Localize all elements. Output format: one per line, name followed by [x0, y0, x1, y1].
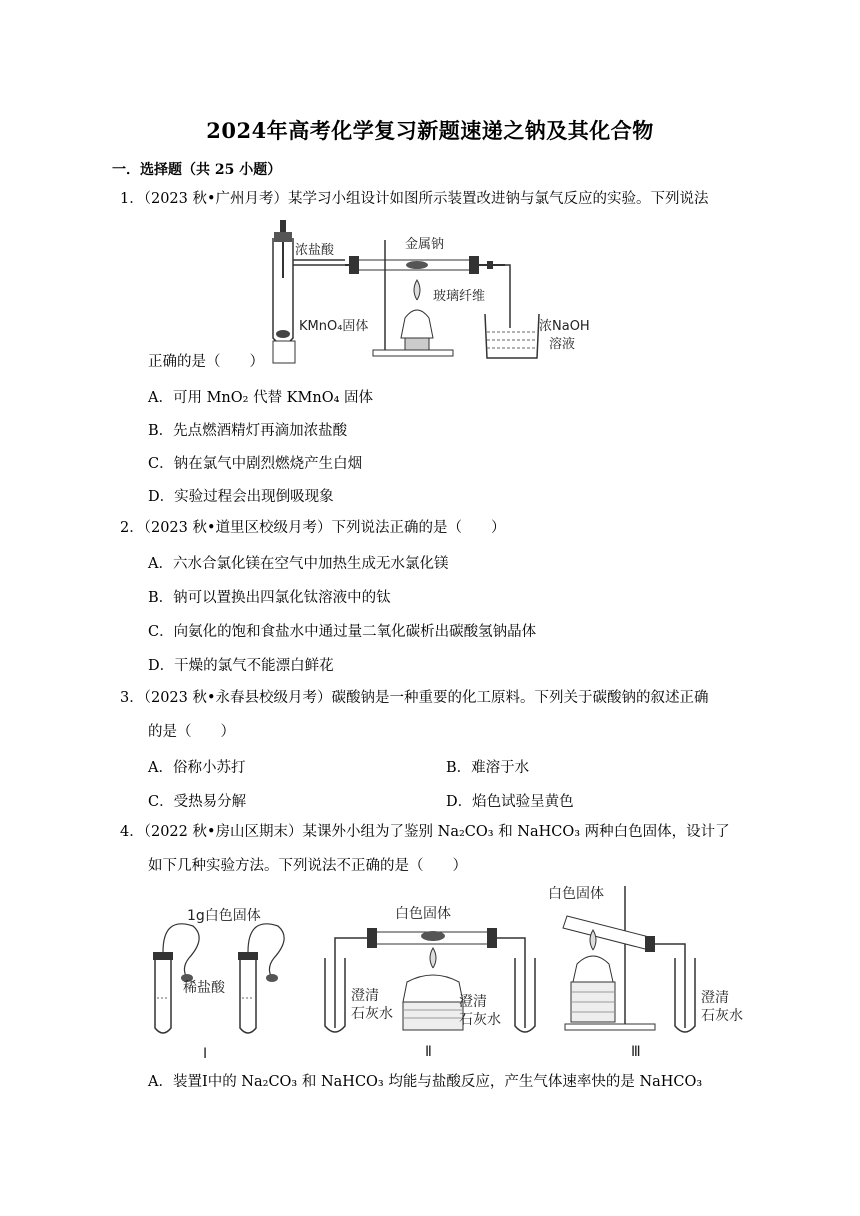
question-1-option-d: D．实验过程会出现倒吸现象 — [148, 489, 334, 505]
label-limewater-a1: 澄清 — [351, 988, 379, 1004]
question-1-option-c: C．钠在氯气中剧烈燃烧产生白烟 — [148, 456, 363, 472]
label-limewater-c1: 澄清 — [701, 990, 729, 1006]
question-2-option-a: A．六水合氯化镁在空气中加热生成无水氯化镁 — [148, 556, 449, 572]
question-1-option-b: B．先点燃酒精灯再滴加浓盐酸 — [148, 423, 348, 439]
label-naoh-1: 浓NaOH — [539, 319, 590, 334]
question-2-option-d: D．干燥的氯气不能漂白鲜花 — [148, 658, 334, 674]
label-solid-1g: 1g白色固体 — [187, 908, 261, 924]
question-4-stem-line1: 4．（2022 秋•房山区期末）某课外小组为了鉴别 Na₂CO₃ 和 NaHCO₃ 两种白色固体，设计了 — [120, 824, 730, 840]
label-limewater-b2: 石灰水 — [459, 1012, 501, 1028]
question-1-stem-line2: 正确的是（ ） — [148, 354, 264, 370]
document-title: 2024年高考化学复习新题速递之钠及其化合物 — [206, 118, 654, 143]
label-apparatus-1: Ⅰ — [203, 1046, 208, 1062]
question-4-apparatus-figure — [145, 878, 755, 1064]
question-2-option-b: B．钠可以置换出四氯化钛溶液中的钛 — [148, 590, 391, 606]
label-naoh-2: 溶液 — [549, 337, 576, 352]
question-2-stem: 2．（2023 秋•道里区校级月考）下列说法正确的是（ ） — [120, 520, 506, 536]
label-sodium: 金属钠 — [405, 237, 445, 252]
label-apparatus-3: Ⅲ — [631, 1044, 641, 1060]
question-3-option-d: D．焰色试验呈黄色 — [446, 794, 574, 810]
question-2-option-c: C．向氨化的饱和食盐水中通过量二氧化碳析出碳酸氢钠晶体 — [148, 624, 537, 640]
question-1-stem-line1: 1．（2023 秋•广州月考）某学习小组设计如图所示装置改进钠与氯气反应的实验。下列说法 — [120, 191, 709, 207]
label-solid-3: 白色固体 — [548, 886, 604, 902]
question-3-option-c: C．受热易分解 — [148, 794, 247, 810]
label-hcl: 浓盐酸 — [295, 243, 335, 258]
label-kmno4: KMnO₄固体 — [299, 319, 369, 334]
question-3-option-b: B．难溶于水 — [446, 760, 530, 776]
label-limewater-a2: 石灰水 — [351, 1006, 393, 1022]
label-apparatus-2: Ⅱ — [425, 1044, 432, 1060]
question-1-option-a: A．可用 MnO₂ 代替 KMnO₄ 固体 — [148, 390, 374, 406]
question-3-stem-line1: 3．（2023 秋•永春县校级月考）碳酸钠是一种重要的化工原料。下列关于碳酸钠的叙述正确 — [120, 690, 709, 706]
label-dilute-hcl: 稀盐酸 — [183, 980, 225, 996]
label-glass-fiber: 玻璃纤维 — [433, 289, 486, 304]
label-limewater-c2: 石灰水 — [701, 1008, 743, 1024]
section-heading: 一．选择题（共 25 小题） — [112, 162, 282, 178]
label-limewater-b1: 澄清 — [459, 994, 487, 1010]
label-solid-2: 白色固体 — [395, 906, 451, 922]
question-4-stem-line2: 如下几种实验方法。下列说法不正确的是（ ） — [148, 858, 467, 874]
question-3-stem-line2: 的是（ ） — [148, 724, 235, 740]
question-1-apparatus-figure — [265, 218, 605, 366]
question-4-option-a: A．装置Ⅰ中的 Na₂CO₃ 和 NaHCO₃ 均能与盐酸反应，产生气体速率快的是 NaHCO₃ — [148, 1074, 703, 1090]
question-3-option-a: A．俗称小苏打 — [148, 760, 246, 776]
